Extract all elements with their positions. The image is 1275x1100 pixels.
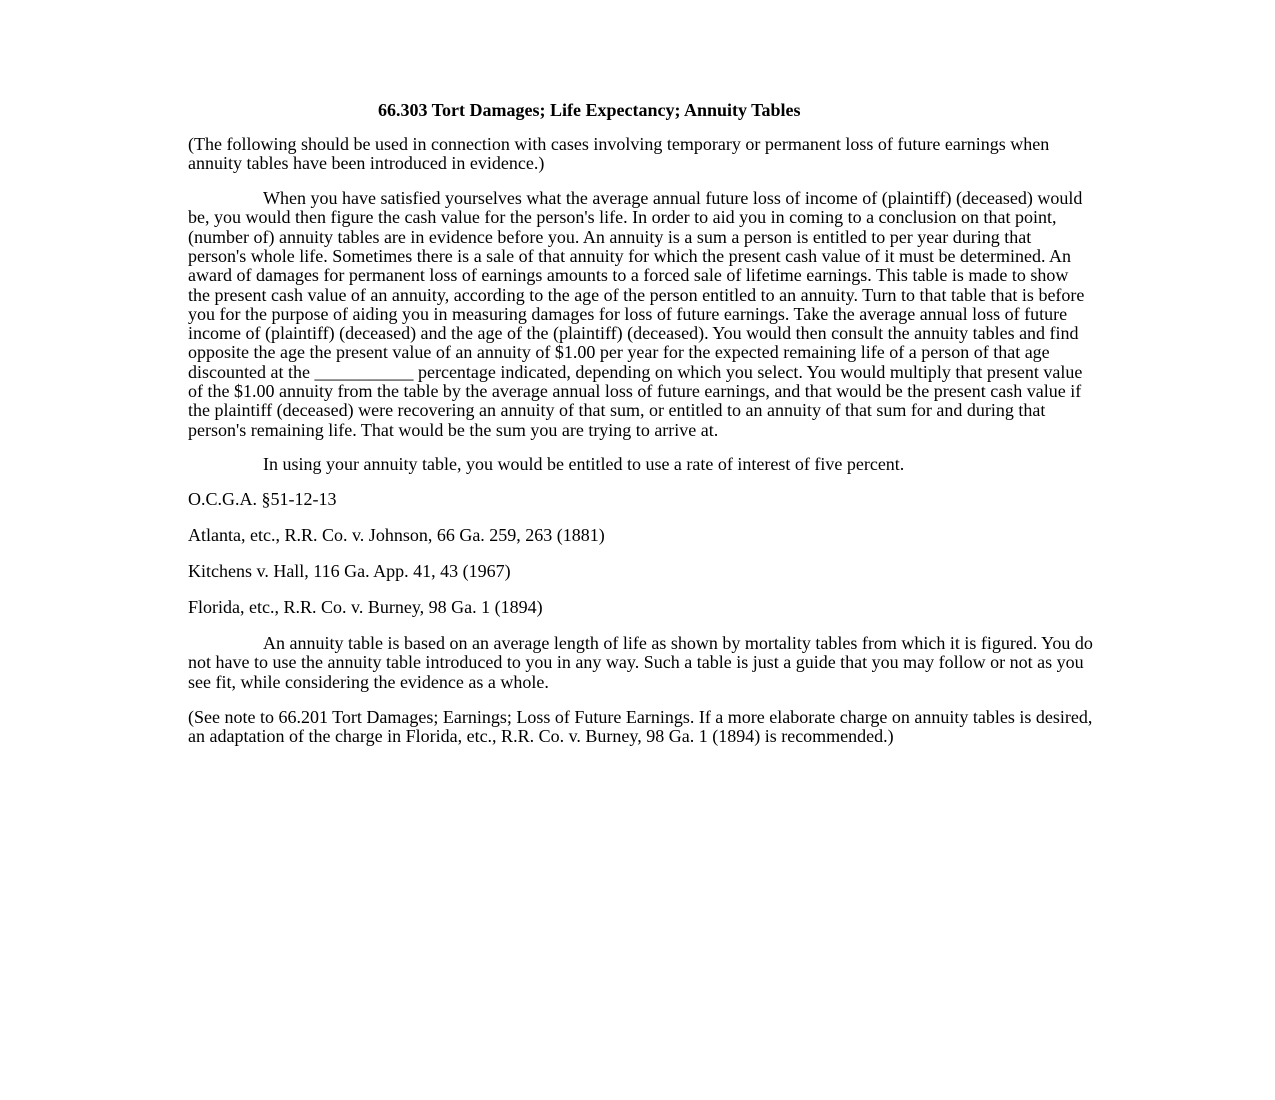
citation-atlanta-johnson: Atlanta, etc., R.R. Co. v. Johnson, 66 Ga. 259, 263 (1881) bbox=[188, 525, 605, 546]
document-title: 66.303 Tort Damages; Life Expectancy; Annuity Tables bbox=[378, 100, 801, 120]
intro-note: (The following should be used in connection with cases involving temporary or permanent loss of future earnings when annuity tables have been introduced in evidence.) bbox=[188, 134, 1050, 174]
paragraph-annuity-instructions: When you have satisfied yourselves what the average annual future loss of income of (plaintiff) (deceased) would be, you would then figure the cash value for the person's life. In order to aid you in coming to a conclusion on that point, (number of) annuity tables are in evidence before you. An annuity is a sum a person is entitled to per year during that person's whole life. Sometimes there is a sale of that annuity for which the present cash value of it must be determined. An award of damages for permanent loss of earnings amounts to a forced sale of lifetime earnings. This table is made to show the present cash value of an annuity, according to the age of the person entitled to an annuity. Turn to that table that is before you for the purpose of aiding you in measuring damages for loss of future earnings. Take the average annual loss of future income of (plaintiff) (deceased) and the age of the (plaintiff) (deceased). You would then consult the annuity tables and find opposite the age the present value of an annuity of $1.00 per year for the expected remaining life of a person of that age discounted at the ___________ percentage indicated, depending on which you select. You would multiply that present value of the $1.00 annuity from the table by the average annual loss of future earnings, and that would be the present cash value if the plaintiff (deceased) were recovering an annuity of that sum, or entitled to an annuity of that sum for and during that person's remaining life. That would be the sum you are trying to arrive at. bbox=[188, 188, 1085, 440]
paragraph-annuity-guide: An annuity table is based on an average length of life as shown by mortality tables from which it is figured. You do not have to use the annuity table introduced to you in any way. Such a table is just a guide that you may follow or not as you see fit, while considering the evidence as a whole. bbox=[188, 633, 1093, 692]
citation-kitchens-hall: Kitchens v. Hall, 116 Ga. App. 41, 43 (1967) bbox=[188, 561, 511, 582]
paragraph-interest-rate: In using your annuity table, you would be entitled to use a rate of interest of five percent. bbox=[263, 454, 905, 475]
citation-florida-burney: Florida, etc., R.R. Co. v. Burney, 98 Ga. 1 (1894) bbox=[188, 597, 543, 618]
closing-note: (See note to 66.201 Tort Damages; Earnings; Loss of Future Earnings. If a more elaborate charge on annuity tables is desired, an adaptation of the charge in Florida, etc., R.R. Co. v. Burney, 98 Ga. 1 (1894) is recommended.) bbox=[188, 706, 1093, 746]
document-page bbox=[188, 99, 1093, 762]
citation-statute: O.C.G.A. §51-12-13 bbox=[188, 489, 337, 510]
